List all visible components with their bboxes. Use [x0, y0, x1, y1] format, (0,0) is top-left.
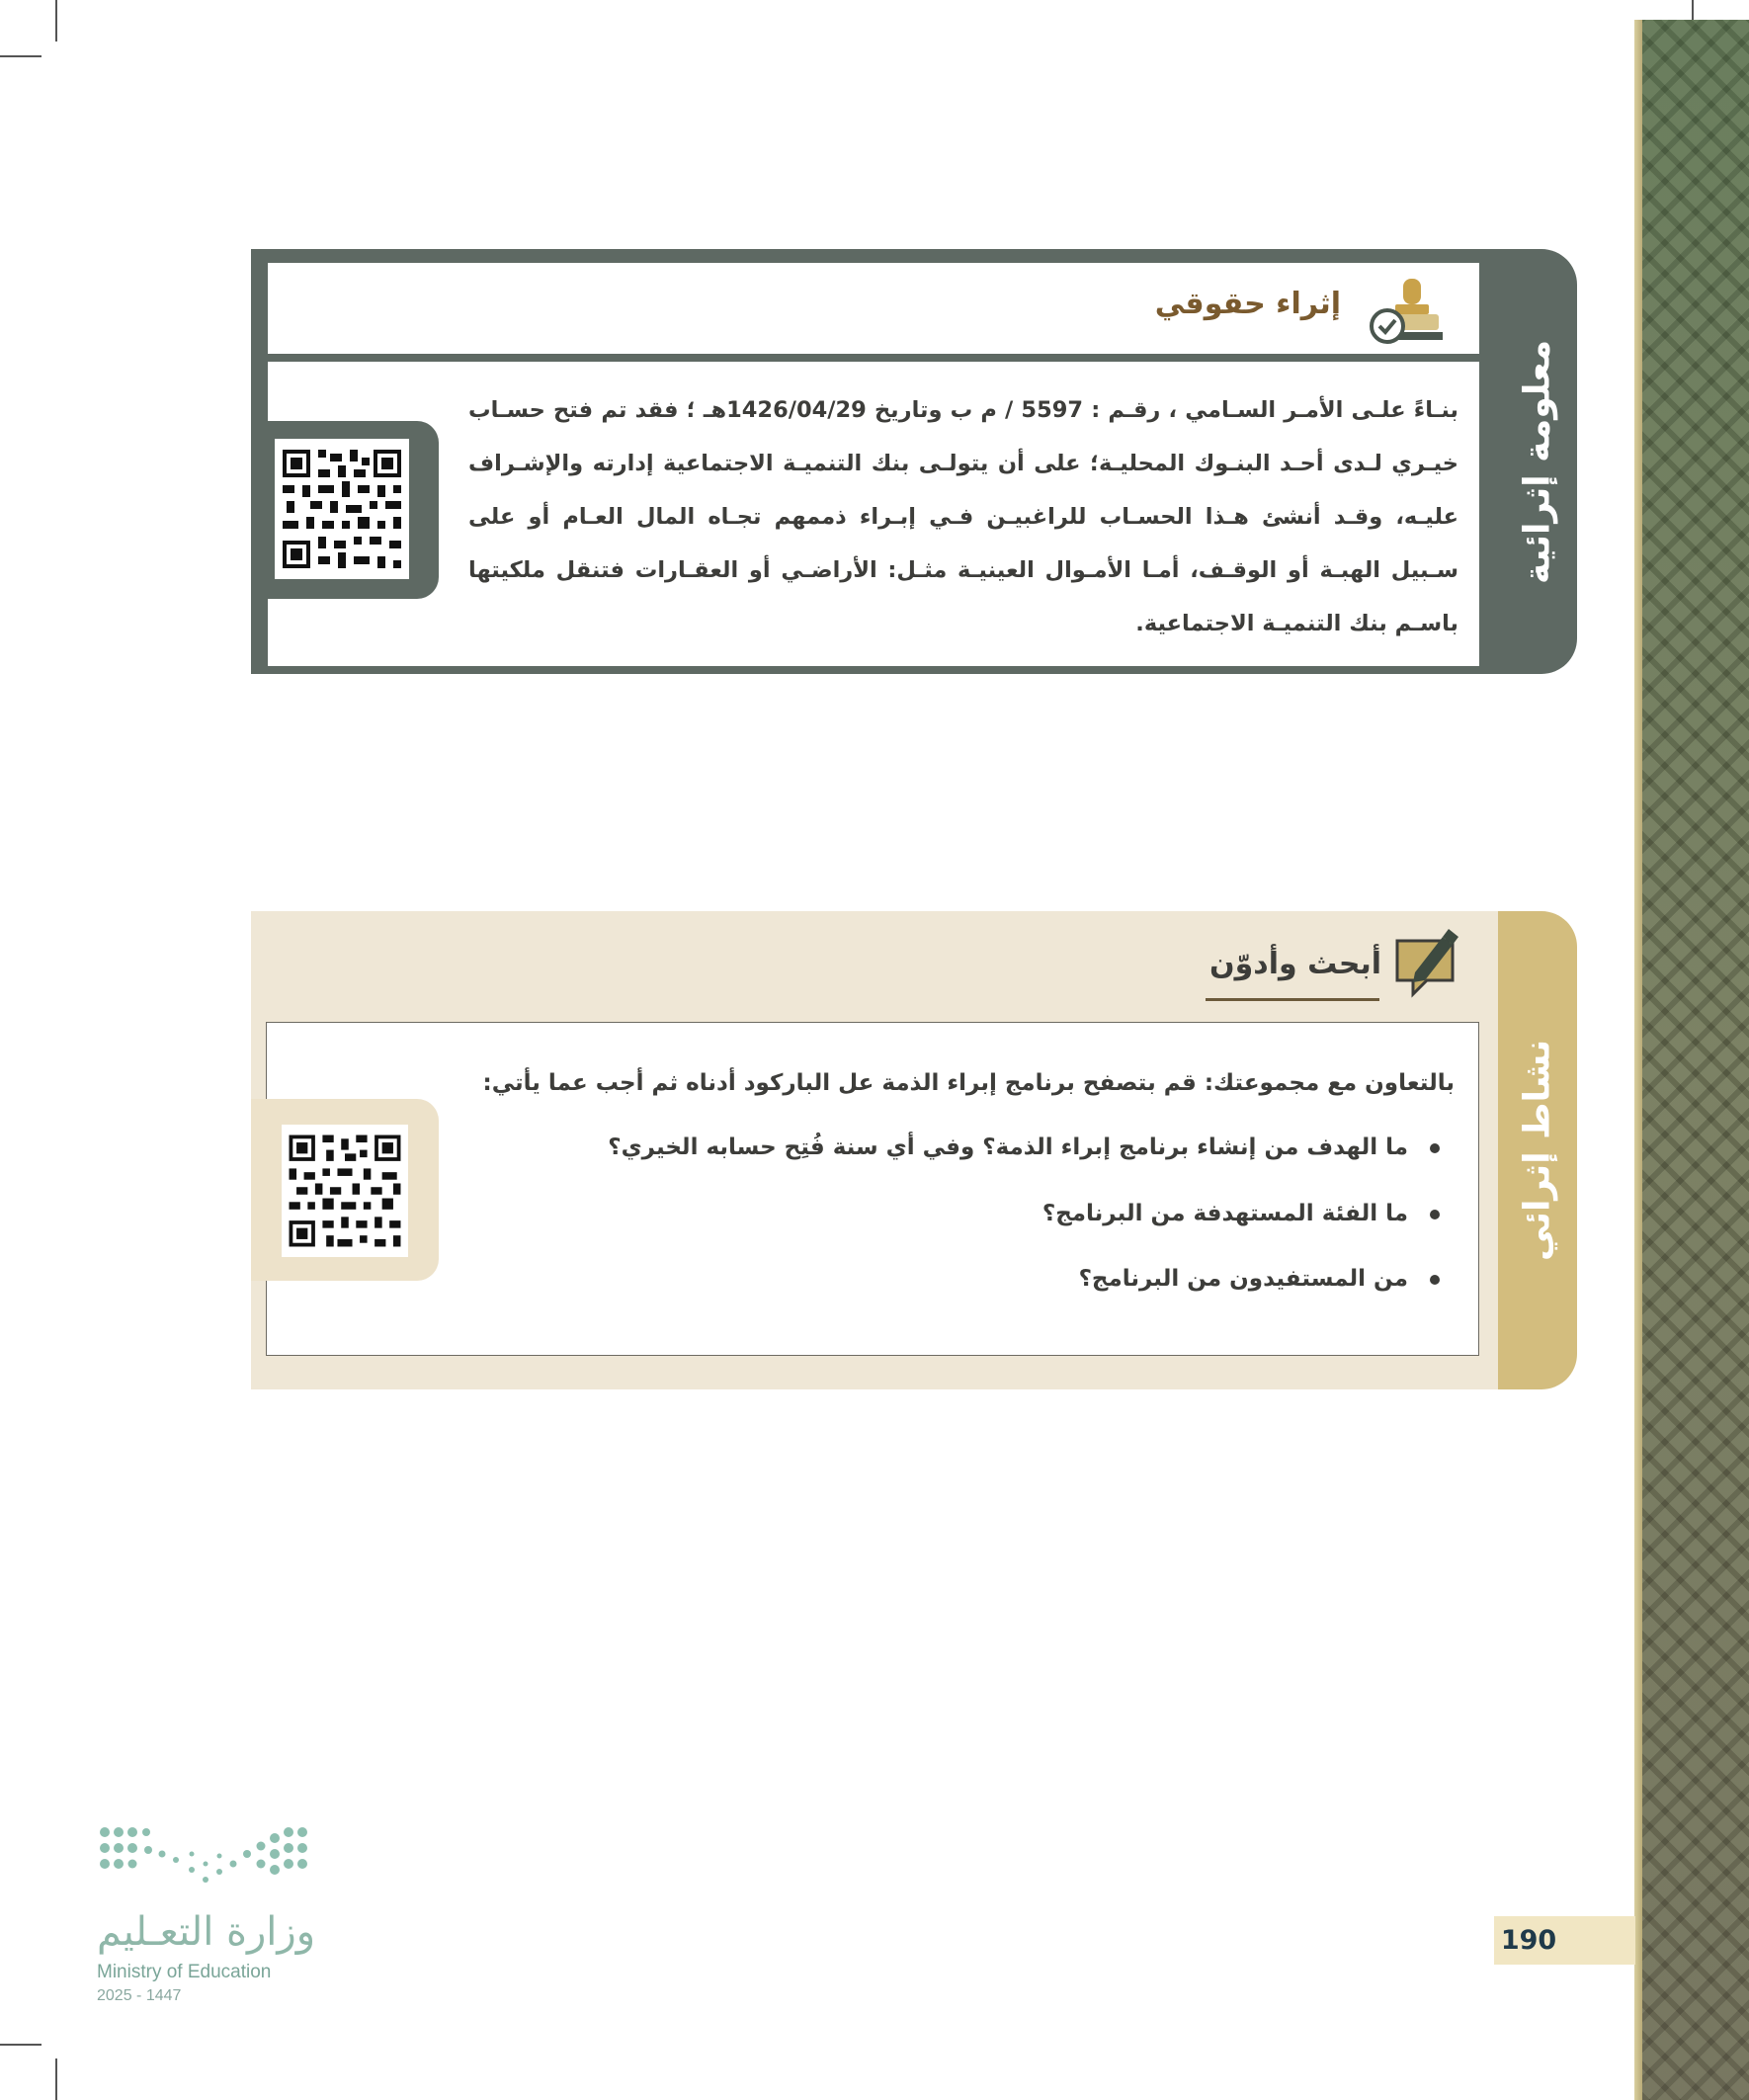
activity-side-tab	[1498, 911, 1577, 1389]
enrichment-side-tab	[1498, 249, 1577, 674]
decorative-border	[1642, 20, 1749, 2100]
title-underline	[1206, 998, 1379, 1001]
enrichment-paragraph: بنـاءً علـى الأمـر السـامي ، رقـم : 5597 / م ب وتاريخ 1426/04/29هـ ؛ فقد تم فتح حسـاب خيـري لـدى أحـد البنـوك المحليـة؛ على أن يتولـى بنك التنميـة الاجتماعية إدارته والإشـراف عليـه، وقـد أنشئ هـذا الحسـاب للراغبيـن فـي إبـراء ذممهم تجـاه المال العـام أو على سـبيل الهبـة أو الوقـف، أمـا الأمـوال العينيـة مثـل: الأراضـي أو العقـارات فتنقل ملكيتها باسـم بنك التنميـة الاجتماعية.	[468, 397, 1458, 636]
crop-mark	[0, 2044, 42, 2046]
pencil-note-icon	[1391, 923, 1460, 1002]
question-item	[1079, 1266, 1440, 1292]
page-number: 190	[1500, 1925, 1557, 1956]
crop-mark	[55, 0, 57, 42]
question-item	[1042, 1201, 1440, 1226]
enrichment-side-label: معلومة إثرائية	[1517, 339, 1558, 584]
question-text: من المستفيدون من البرنامج؟	[1078, 1266, 1408, 1292]
crop-mark	[55, 2058, 57, 2100]
bullet-icon	[1430, 1275, 1440, 1285]
question-item	[608, 1134, 1440, 1160]
ministry-name-english: Ministry of Education	[97, 1962, 272, 1982]
bullet-icon	[1430, 1143, 1440, 1153]
qr-code-icon[interactable]	[275, 439, 409, 579]
ministry-year: 2025 - 1447	[97, 1987, 182, 2004]
activity-intro: بالتعاون مع مجموعتك: قم بتصفح برنامج إبراء الذمة عل الباركود أدناه ثم أجب عما يأتي:	[482, 1070, 1455, 1096]
question-text: ما الهدف من إنشاء برنامج إبراء الذمة؟ وفي أي سنة فُتِح حسابه الخيري؟	[608, 1134, 1408, 1160]
activity-side-label: نشاط إثرائي	[1517, 1039, 1558, 1262]
ministry-logo-icon	[97, 1824, 310, 1893]
crop-mark	[0, 55, 42, 57]
ministry-name-arabic: وزارة التعـليم	[97, 1909, 316, 1955]
question-text: ما الفئة المستهدفة من البرنامج؟	[1041, 1201, 1408, 1226]
activity-title: أبحث وأدوّن	[1209, 947, 1381, 981]
enrichment-title: إثراء حقوقي	[1154, 287, 1341, 321]
stamp-icon	[1366, 275, 1447, 346]
border-accent-line	[1634, 20, 1642, 2100]
bullet-icon	[1430, 1210, 1440, 1219]
qr-code-icon[interactable]	[282, 1125, 408, 1257]
